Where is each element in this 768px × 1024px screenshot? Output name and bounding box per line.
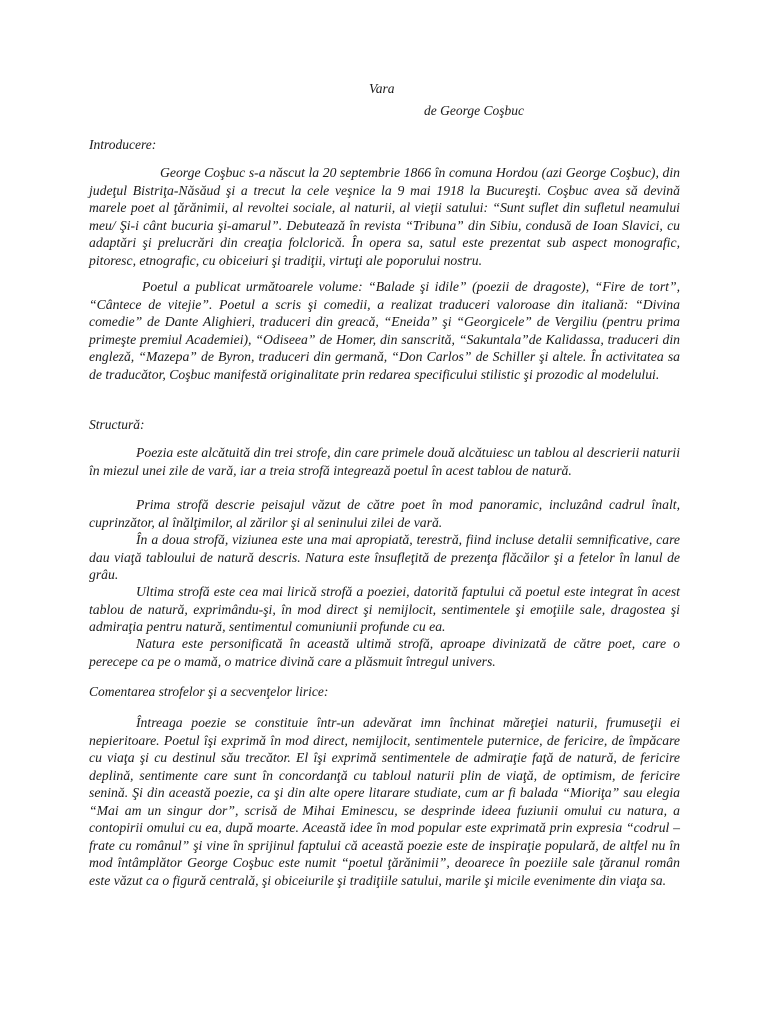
paragraph-intro-2: Poetul a publicat următoarele volume: “Balade şi idile” (poezii de dragoste), “Fire de tort”, “Cântece de vitejie”. Poetul a scris şi comedii, a realizat traduceri valoroase din italiană: “Divina comedie” de Dante Alighieri, traduceri din greacă, “Eneida” şi “Georgicele” de Vergiliu (pentru prima primeşte premiul Academiei), “Odiseea” de Homer, din sanscrită, “Sakuntala”de Kalidassa, traduceri din engleză, “Mazepa” de Byron, traduceri din germană, “Don Carlos” de Schiller şi altele. În activitatea sa de traducător, Coşbuc manifestă originalitate prin redarea specificului stilistic şi prozodic al modelului. [89, 279, 680, 382]
paragraph-structura-5: Natura este personificată în această ultimă strofă, aproape divinizată de către poet, care o perecepe ca pe o mamă, o matrice divină care a plăsmuit întregul univers. [89, 636, 680, 669]
paragraph-comentarea-1: Întreaga poezie se constituie într-un adevărat imn închinat măreţiei naturii, frumuseţii ei nepieritoare. Poetul îşi exprimă în mod direct, nemijlocit, sentimentele puternice, de fericire, de împăcare cu viaţa şi cu destinul său trecător. El îşi exprimă sentimentele de admiraţie faţă de natură, de fericire deplină, sentimente care sunt în concordanţă cu tabloul naturii plin de viaţă, de optimism, de fericire senină. Şi din această poezie, ca şi din alte opere litarare studiate, cum ar fi balada “Mioriţa” sau elegia “Mai am un singur dor”, scrisă de Mihai Eminescu, se desprinde ideea fuziunii omului cu natura, a contopirii omului cu ea, după moarte. Această idee în mod popular este exprimată prin expresia “codrul – frate cu românul” şi vine în sprijinul faptului că această poezie este de inspiraţie populară, de altfel nu în mod întâmplător George Coşbuc este numit “poetul ţărănimii”, deoarece în poeziile sale ţăranul român este văzut ca o figură centrală, şi obiceiurile şi tradiţiile satului, marile şi micile evenimente din viaţa sa. [89, 715, 680, 888]
paragraph-structura-1: Poezia este alcătuită din trei strofe, din care primele două alcătuiesc un tablou al descrierii naturii în miezul unei zile de vară, iar a treia strofă integrează poetul în acest tablou de natură. [89, 445, 680, 478]
paragraph-structura-4: Ultima strofă este cea mai lirică strofă a poeziei, datorită faptului că poetul este integrat în acest tablou de natură, exprimându-şi, în mod direct şi nemijlocit, sentimentele şi emoţiile sale, dragostea şi admiraţia pentru natură, sentimentul comuniunii profunde cu ea. [89, 584, 680, 634]
document-title: Vara [369, 81, 395, 96]
paragraph-structura-3: În a doua strofă, viziunea este una mai apropiată, terestră, fiind incluse detalii semnificative, care dau viaţă tabloului de natură descris. Natura este însufleţită de prezenţa flăcăilor şi a fetelor în lanul de grâu. [89, 532, 680, 582]
paragraph-intro-1: George Coşbuc s-a născut la 20 septembrie 1866 în comuna Hordou (azi George Coşbuc), din judeţul Bistriţa-Năsăud şi a trecut la cele veşnice la 9 mai 1918 la Bucureşti. Coşbuc avea să devină marele poet al ţărănimii, al revoltei sociale, al naturii, al vieţii satului: “Sunt suflet din sufletul neamului meu/ Şi-i cânt bucuria şi-amarul”. Debutează în revista “Tribuna” din Sibiu, condusă de Ioan Slavici, cu adaptări şi prelucrări din creaţia folclorică. În opera sa, satul este prezentat sub aspect monografic, pitoresc, etnografic, cu obiceiuri şi tradiţii, virtuţi ale poporului nostru. [89, 165, 680, 268]
paragraph-structura-2: Prima strofă descrie peisajul văzut de către poet în mod panoramic, incluzând cadrul înalt, cuprinzător, al înălţimilor, al zărilor şi al seninului zilei de vară. [89, 497, 680, 530]
heading-comentarea: Comentarea strofelor şi a secvenţelor lirice: [89, 684, 329, 699]
heading-introducere: Introducere: [89, 137, 157, 152]
heading-structura: Structură: [89, 417, 145, 432]
document-author: de George Coşbuc [424, 103, 524, 118]
